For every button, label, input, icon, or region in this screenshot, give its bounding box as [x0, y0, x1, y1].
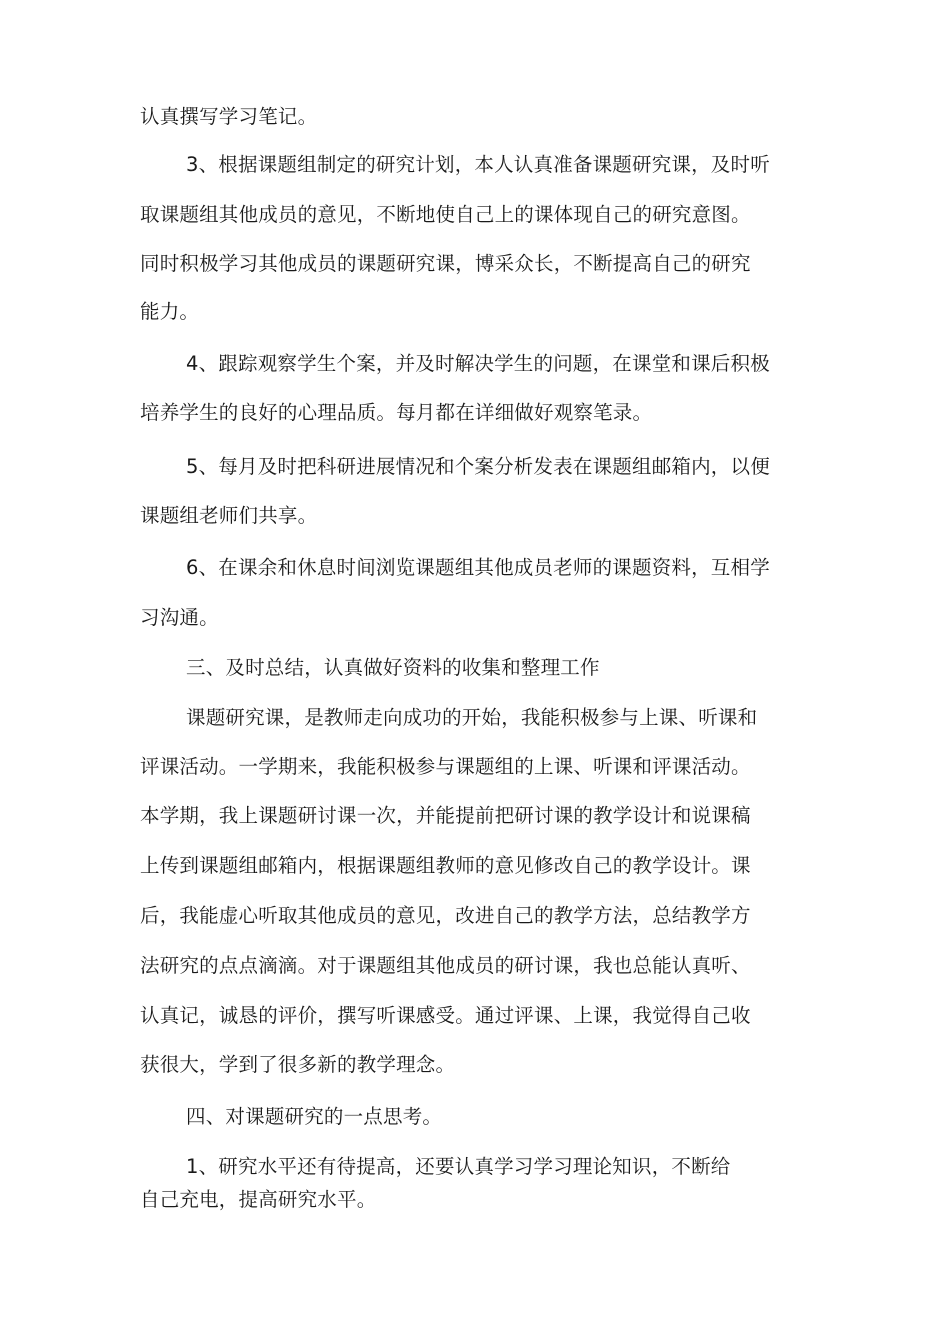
paragraph-4-start: 4、跟踪观察学生个案，并及时解决学生的问题，在课堂和课后积极 [186, 352, 770, 375]
text-line: 能力。 [140, 300, 200, 323]
text-line: 后，我能虚心听取其他成员的意见，改进自己的教学方法，总结教学方 [140, 904, 751, 927]
text-line: 同时积极学习其他成员的课题研究课，博采众长，不断提高自己的研究 [140, 252, 751, 275]
text-line: 认真撰写学习笔记。 [140, 105, 318, 128]
text-line: 取课题组其他成员的意见，不断地使自己上的课体现自己的研究意图。 [140, 203, 751, 226]
text-line: 培养学生的良好的心理品质。每月都在详细做好观察笔录。 [140, 401, 653, 424]
text-line: 上传到课题组邮箱内，根据课题组教师的意见修改自己的教学设计。课 [140, 854, 751, 877]
text-line: 课题组老师们共享。 [140, 504, 318, 527]
text-line: 评课活动。一学期来，我能积极参与课题组的上课、听课和评课活动。 [140, 755, 751, 778]
section-heading-3: 三、及时总结，认真做好资料的收集和整理工作 [186, 656, 600, 679]
paragraph-3-start: 3、根据课题组制定的研究计划，本人认真准备课题研究课，及时听 [186, 153, 770, 176]
paragraph-6-start: 6、在课余和休息时间浏览课题组其他成员老师的课题资料，互相学 [186, 556, 770, 579]
text-line: 自己充电，提高研究水平。 [140, 1188, 377, 1211]
section-heading-4: 四、对课题研究的一点思考。 [186, 1105, 443, 1128]
text-line: 获很大，学到了很多新的教学理念。 [140, 1053, 456, 1076]
text-line: 习沟通。 [140, 606, 219, 629]
text-line: 认真记，诚恳的评价，撰写听课感受。通过评课、上课，我觉得自己收 [140, 1004, 751, 1027]
paragraph-5-start: 5、每月及时把科研进展情况和个案分析发表在课题组邮箱内，以便 [186, 455, 770, 478]
paragraph-summary-start: 课题研究课，是教师走向成功的开始，我能积极参与上课、听课和 [186, 706, 758, 729]
paragraph-reflection-1-start: 1、研究水平还有待提高，还要认真学习学习理论知识，不断给 [186, 1155, 731, 1178]
text-line: 本学期，我上课题研讨课一次，并能提前把研讨课的教学设计和说课稿 [140, 804, 751, 827]
text-line: 法研究的点点滴滴。对于课题组其他成员的研讨课，我也总能认真听、 [140, 954, 751, 977]
